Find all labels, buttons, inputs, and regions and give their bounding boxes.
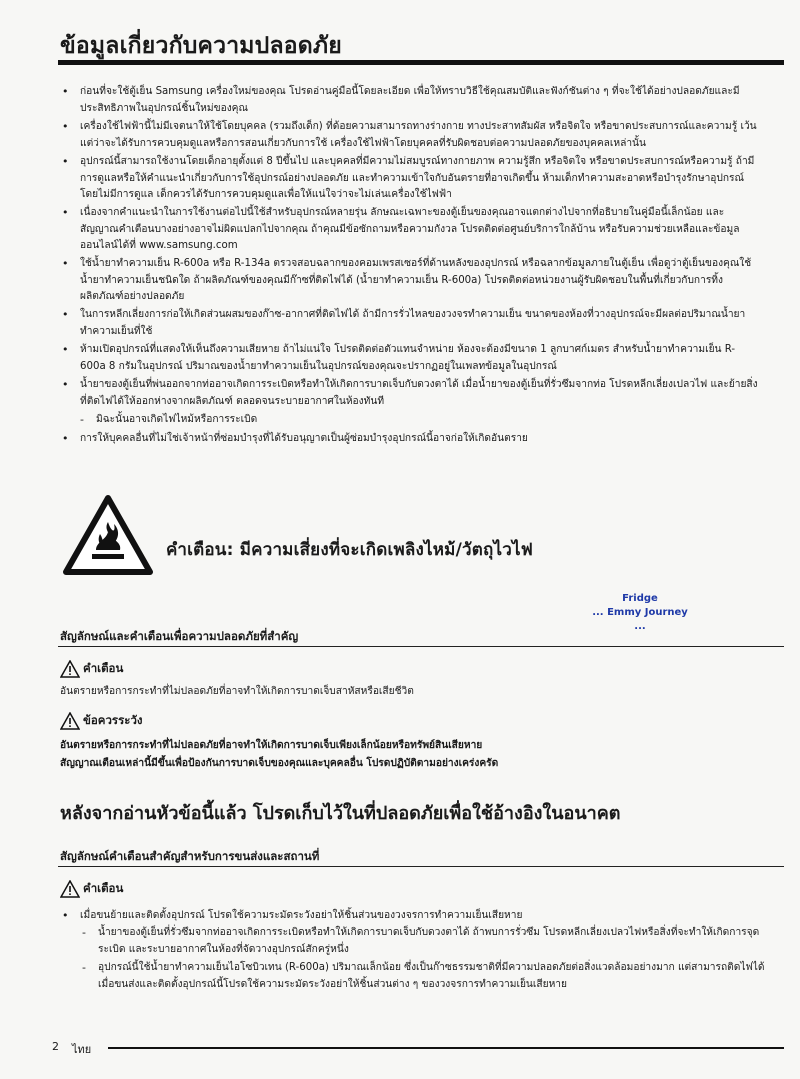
sub-bullet-item: - อุปกรณ์นี้ใช้น้ำยาทำความเย็นไอโซบิวเทน (R-600a) ปริมาณเล็กน้อย ซึ่งเป็นก๊าซธรรมชาติที่มีความปลอดภัยต่อสิ่งแวดล้อมอย่างมาก แต่สามารถติดไฟได้ เมื่อขนส่งและติดตั้งอุปกรณ์นี้โปรดใช้ความระมัดระวังอย่าให้ชิ้นส่วนต่าง ๆ ของวงจรการทำความเย็นเสียหาย [58,960,768,995]
caution-description: อันตรายหรือการกระทำที่ไม่ปลอดภัยที่อาจทำให้เกิดการบาดเจ็บเพียงเล็กน้อยหรือทรัพย์สินเสียหาย [60,740,483,751]
bullet-item: • ก่อนที่จะใช้ตู้เย็น Samsung เครื่องใหม่ของคุณ โปรดอ่านคู่มือนี้โดยละเอียด เพื่อให้ทราบวิธีใช้คุณสมบัติและฟังก์ชันต่าง ๆ ที่จะใช้ได้อย่างปลอดภัยและมีประสิทธิภาพในอุปกรณ์ชิ้นใหม่ของคุณ [58,84,758,117]
page-title: ข้อมูลเกี่ยวกับความปลอดภัย [60,33,342,59]
section-heading-safety-symbols: สัญลักษณ์และคำเตือนเพื่อความปลอดภัยที่สำคัญ [60,629,299,643]
stamp-line: ... Emmy Journey ... [592,607,688,632]
caution-note: สัญญาณเตือนเหล่านี้มีขึ้นเพื่อป้องกันการบาดเจ็บของคุณและบุคคลอื่น โปรดปฏิบัติตามอย่างเคร่งครัด [60,758,499,769]
bullet-item: • อุปกรณ์นี้สามารถใช้งานโดยเด็กอายุตั้งแต่ 8 ปีขึ้นไป และบุคคลที่มีความไม่สมบูรณ์ทางกายภาพ ความรู้สึก หรือจิตใจ หรือขาดประสบการณ์หรือความรู้ ถ้ามีการดูแลหรือให้คำแนะนำเกี่ยวกับการใช้อุปกรณ์อย่างปลอดภัย และทำความเข้าใจกับอันตรายที่อาจเกิดขึ้น ห้ามเด็กทำความสะอาดหรือบำรุงรักษาอุปกรณ์โดยไม่มีการดูแล เด็กควรได้รับการควบคุมดูแลเพื่อให้แน่ใจว่าจะไม่เล่นเครื่องใช้ไฟฟ้า [58,154,758,203]
warning-triangle-icon [60,660,80,678]
section-divider [58,646,784,647]
bullet-item: • ใช้น้ำยาทำความเย็น R-600a หรือ R-134a ตรวจสอบฉลากของคอมเพรสเซอร์ที่ด้านหลังของอุปกรณ์ หรือฉลากข้อมูลภายในตู้เย็น เพื่อดูว่าตู้เย็นของคุณใช้น้ำยาทำความเย็นชนิดใด ถ้าผลิตภัณฑ์ของคุณมีก๊าซที่ติดไฟได้ (น้ำยาทำความเย็น R-600a) โปรดติดต่อหน่วยงานผู้รับผิดชอบในพื้นที่เกี่ยวกับการทิ้งผลิตภัณฑ์อย่างปลอดภัย [58,256,758,305]
flammable-warning-icon [62,494,154,576]
section-divider [58,866,784,867]
warning-triangle-icon [60,880,80,898]
footer-divider [108,1047,784,1049]
caution-label [60,712,143,730]
bullet-item: • เครื่องใช้ไฟฟ้านี้ไม่มีเจตนาให้ใช้โดยบุคคล (รวมถึงเด็ก) ที่ด้อยความสามารถทางร่างกาย ทางประสาทสัมผัส หรือจิตใจ หรือขาดประสบการณ์และความรู้ เว้นแต่ว่าจะได้รับการควบคุมดูแลหรือการสอนเกี่ยวกับการใช้ เครื่องใช้ไฟฟ้าโดยบุคคลที่รับผิดชอบต่อความปลอดภัยของบุคคลเหล่านั้น [58,119,758,152]
warning-label-text: คำเตือน [83,661,124,675]
title-divider [58,60,784,65]
bullet-item: • ในการหลีกเลี่ยงการก่อให้เกิดส่วนผสมของก๊าซ-อากาศที่ติดไฟได้ ถ้ามีการรั่วไหลของวงจรทำความเย็น ขนาดของห้องที่วางอุปกรณ์จะมีผลต่อปริมาณน้ำยาทำความเย็นที่ใช้ [58,307,758,340]
bullet-item: • เมื่อขนย้ายและติดตั้งอุปกรณ์ โปรดใช้ความระมัดระวังอย่าให้ชิ้นส่วนของวงจรการทำความเย็นเสียหาย [58,908,768,925]
transport-warning-label [60,880,123,898]
bullet-item: • เนื่องจากคำแนะนำในการใช้งานต่อไปนี้ใช้สำหรับอุปกรณ์หลายรุ่น ลักษณะเฉพาะของตู้เย็นของคุณอาจแตกต่างไปจากที่อธิบายในคู่มือนี้เล็กน้อย และสัญญาณคำเตือนบางอย่างอาจไม่ผิดแปลกไปจากคุณ ถ้าคุณมีข้อซักถามหรือความกังวล โปรดติดต่อศูนย์บริการใกล้บ้าน หรือรับความช่วยเหลือและข้อมูลออนไลน์ได้ที่ www.samsung.com [58,205,758,254]
stamp-line: Fridge [622,593,658,604]
keep-manual-heading: หลังจากอ่านหัวข้อนี้แล้ว โปรดเก็บไว้ในที่ปลอดภัยเพื่อใช้อ้างอิงในอนาคต [60,803,621,824]
fire-warning-text: คำเตือน: มีความเสี่ยงที่จะเกิดเพลิงไหม้/วัตถุไวไฟ [166,540,533,560]
sub-bullet-item: - น้ำยาของตู้เย็นที่รั่วซึมจากท่ออาจเกิดการระเบิดหรือทำให้เกิดการบาดเจ็บกับดวงตาได้ ถ้าพบการรั่วซึม โปรดหลีกเลี่ยงเปลวไฟหรือสิ่งที่จะทำให้เกิดการจุดระเบิด และระบายอากาศในห้องที่จัดวางอุปกรณ์สักครู่หนึ่ง [58,925,768,960]
sub-bullet-item: - มิฉะนั้นอาจเกิดไฟไหม้หรือการระเบิด [58,412,758,429]
caution-label-text: ข้อควรระวัง [83,713,143,727]
page-number: 2 [52,1040,59,1053]
transport-bullet-list [58,908,768,995]
bullet-item: • ห้ามเปิดอุปกรณ์ที่แสดงให้เห็นถึงความเสียหาย ถ้าไม่แน่ใจ โปรดติดต่อตัวแทนจำหน่าย ห้องจะต้องมีขนาด 1 ลูกบาศก์เมตร สำหรับน้ำยาทำความเย็น R-600a 8 กรัมในอุปกรณ์ ปริมาณของน้ำยาทำความเย็นในอุปกรณ์ของคุณจะปรากฏอยู่ในเพลทข้อมูลในอุปกรณ์ [58,342,758,375]
warning-label [60,660,123,678]
warning-description: อันตรายหรือการกระทำที่ไม่ปลอดภัยที่อาจทำให้เกิดการบาดเจ็บสาหัสหรือเสียชีวิต [60,686,414,697]
caution-triangle-icon [60,712,80,730]
section-heading-transport: สัญลักษณ์คำเตือนสำคัญสำหรับการขนส่งและสถานที่ [60,849,320,863]
safety-bullet-list [58,84,758,450]
bullet-item: • น้ำยาของตู้เย็นที่พ่นออกจากท่ออาจเกิดการระเบิดหรือทำให้เกิดการบาดเจ็บกับดวงตาได้ เมื่อน้ำยาของตู้เย็นที่รั่วซึมจากท่อ โปรดหลีกเลี่ยงเปลวไฟ และย้ายสิ่งที่ติดไฟได้ให้ออกห่างจากผลิตภัณฑ์ ตลอดจนระบายอากาศในห้องทันที [58,377,758,410]
bullet-item: • การให้บุคคลอื่นที่ไม่ใช่เจ้าหน้าที่ซ่อมบำรุงที่ได้รับอนุญาตเป็นผู้ซ่อมบำรุงอุปกรณ์นี้อาจก่อให้เกิดอันตราย [58,431,758,448]
transport-warning-label-text: คำเตือน [83,881,124,895]
footer-language: ไทย [72,1043,92,1056]
watermark-stamp [590,592,690,634]
